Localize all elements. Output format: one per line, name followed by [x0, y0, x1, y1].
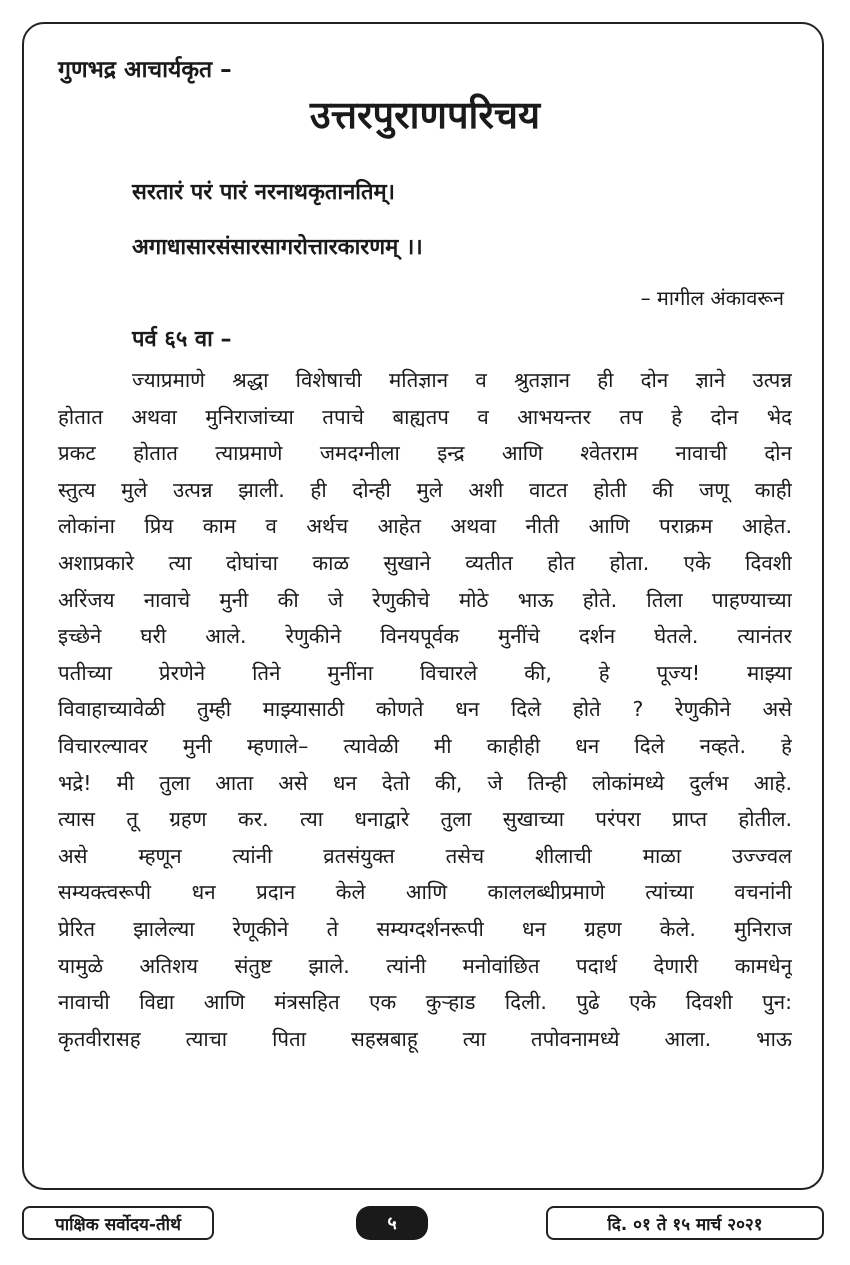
body-line: अरिंजय नावाचे मुनी की जे रेणुकीचे मोठे भाऊ होते. तिला पाहण्याच्या	[58, 587, 792, 612]
body-line: इच्छेने घरी आले. रेणुकीने विनयपूर्वक मुनींचे दर्शन घेतले. त्यानंतर	[58, 624, 792, 649]
body-line: स्तुत्य मुले उत्पन्न झाली. ही दोन्ही मुले अशी वाटत होती की जणू काही	[58, 477, 792, 502]
body-line: भद्रे! मी तुला आता असे धन देतो की, जे तिन्ही लोकांमध्ये दुर्लभ आहे.	[58, 770, 792, 795]
body-line: होतात अथवा मुनिराजांच्या तपाचे बाह्यतप व आभयन्तर तप हे दोन भेद	[58, 404, 792, 429]
body-line: ज्याप्रमाणे श्रद्धा विशेषाची मतिज्ञान व श्रुतज्ञान ही दोन ज्ञाने उत्पन्न	[132, 368, 792, 392]
issue-date: दि. ०१ ते १५ मार्च २०२१	[546, 1206, 824, 1240]
body-line: कृतवीरासह त्याचा पिता सहस्रबाहू त्या तपोवनामध्ये आला. भाऊ	[58, 1026, 792, 1051]
body-line: यामुळे अतिशय संतुष्ट झाले. त्यांनी मनोवांछित पदार्थ देणारी कामधेनू	[58, 953, 792, 978]
body-line: विचारल्यावर मुनी म्हणाले– त्यावेळी मी काहीही धन दिले नव्हते. हे	[58, 733, 792, 758]
page-number: ५	[356, 1206, 428, 1240]
section-title: पर्व ६५ वा –	[132, 327, 232, 352]
verse-line-1: सरतारं परं पारं नरनाथकृतानतिम्।	[132, 180, 396, 205]
page-title: उत्तरपुराणपरिचय	[309, 93, 541, 137]
body-line: पतीच्या प्रेरणेने तिने मुनींना विचारले की, हे पूज्य! माझ्या	[58, 660, 792, 685]
body-line: प्रेरित झालेल्या रेणूकीने ते सम्यग्दर्शनरूपी धन ग्रहण केले. मुनिराज	[58, 916, 792, 941]
publication-name: पाक्षिक सर्वोदय-तीर्थ	[22, 1206, 214, 1240]
article-kicker: गुणभद्र आचार्यकृत –	[58, 57, 232, 83]
body-line: प्रकट होतात त्याप्रमाणे जमदग्नीला इन्द्र आणि श्वेतराम नावाची दोन	[58, 441, 792, 466]
body-text	[58, 362, 792, 1057]
body-line: असे म्हणून त्यांनी व्रतसंयुक्त तसेच शीलाची माळा उज्ज्वल	[58, 843, 792, 868]
body-line: लोकांना प्रिय काम व अर्थच आहेत अथवा नीती आणि पराक्रम आहेत.	[58, 514, 792, 539]
verse-line-2: अगाधासारसंसारसागरोत्तारकारणम् ।।	[132, 235, 423, 260]
body-line: अशाप्रकारे त्या दोघांचा काळ सुखाने व्यतीत होत होता. एके दिवशी	[58, 550, 792, 575]
body-line: विवाहाच्यावेळी तुम्ही माझ्यासाठी कोणते धन दिले होते ? रेणुकीने असे	[58, 697, 792, 722]
body-line: सम्यक्त्वरूपी धन प्रदान केले आणि काललब्धीप्रमाणे त्यांच्या वचनांनी	[58, 880, 792, 905]
continued-note: – मागील अंकावरून	[640, 286, 784, 310]
body-line: त्यास तू ग्रहण कर. त्या धनाद्वारे तुला सुखाच्या परंपरा प्राप्त होतील.	[58, 807, 792, 832]
body-line: नावाची विद्या आणि मंत्रसहित एक कुऱ्हाड दिली. पुढे एके दिवशी पुन:	[58, 990, 792, 1015]
